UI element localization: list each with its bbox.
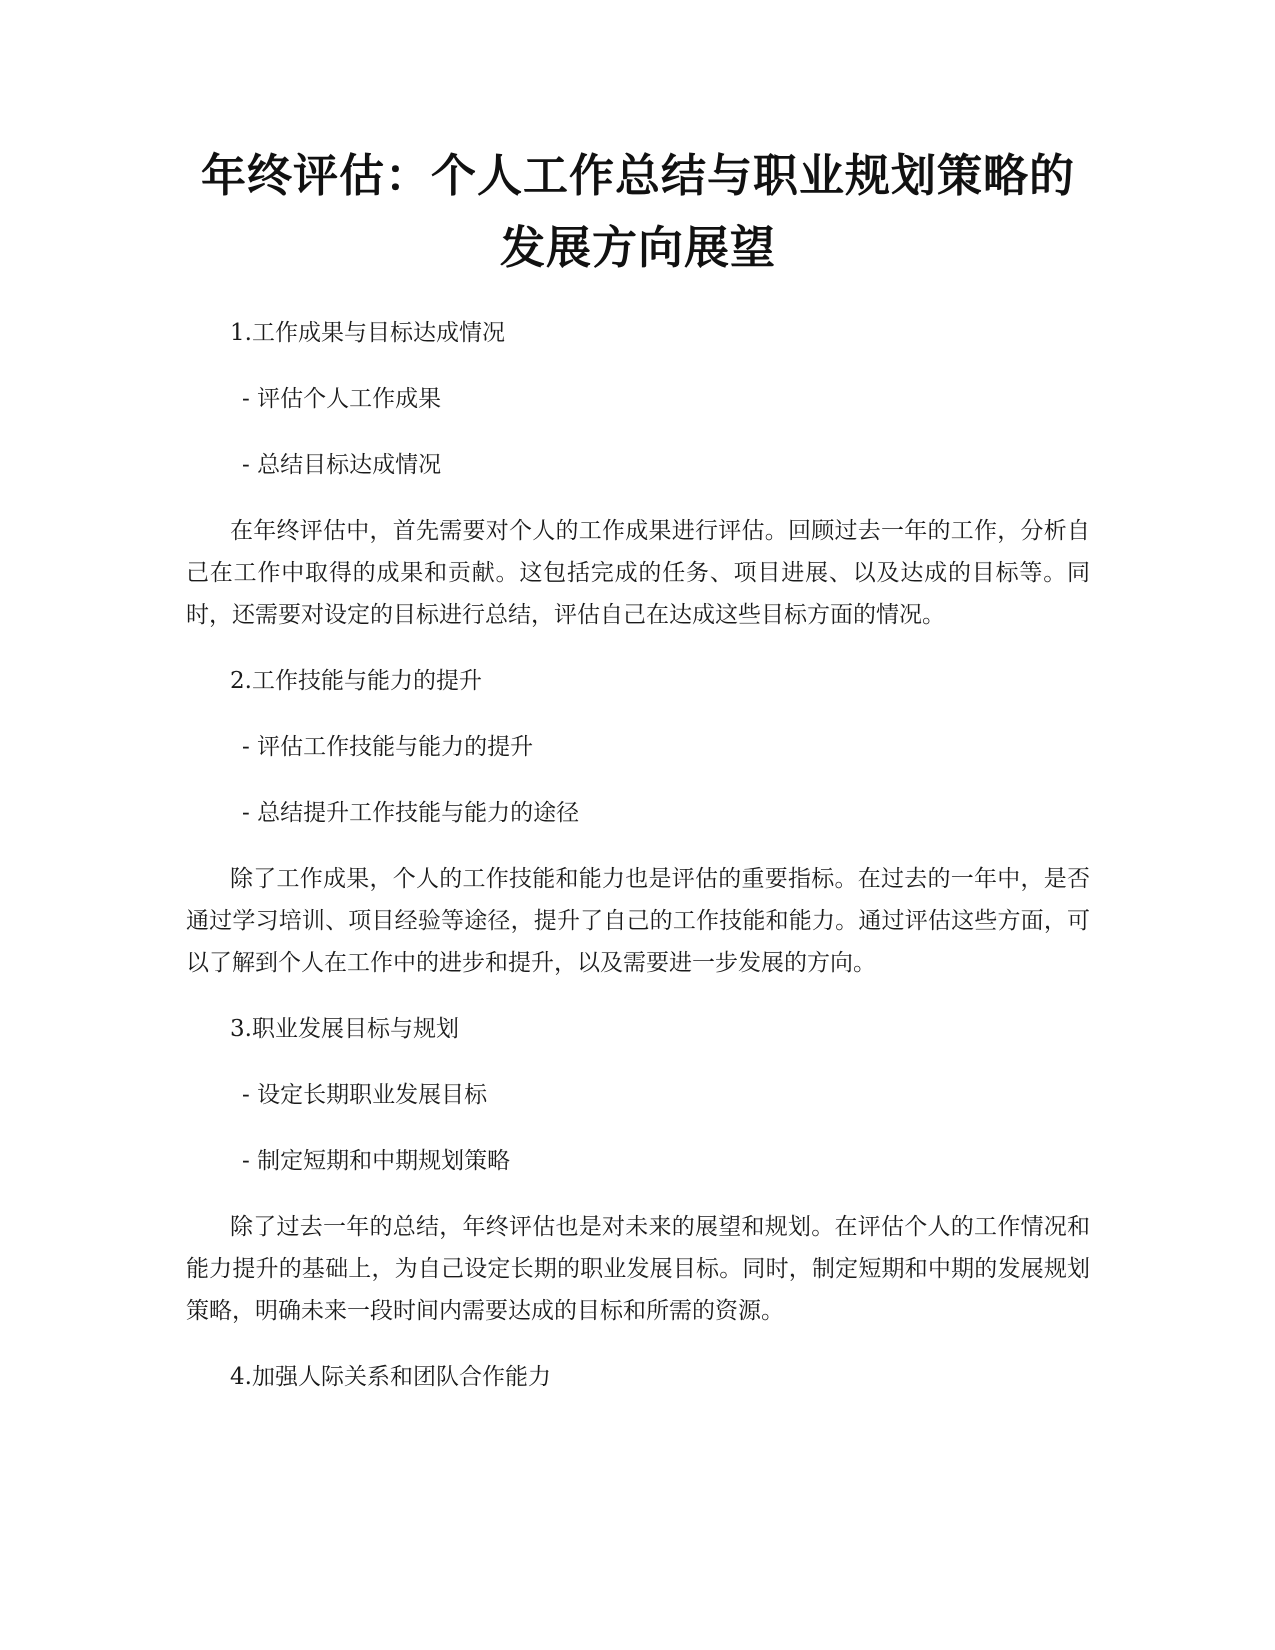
bullet-item: - 评估工作技能与能力的提升	[242, 734, 534, 760]
bullet-item: - 设定长期职业发展目标	[242, 1082, 488, 1108]
section-heading: 2.工作技能与能力的提升	[230, 668, 482, 694]
section-paragraph: 在年终评估中，首先需要对个人的工作成果进行评估。回顾过去一年的工作，分析自己在工作中取得的成果和贡献。这包括完成的任务、项目进展、以及达成的目标等。同时，还需要对设定的目标进行总结，评估自己在达成这些目标方面的情况。	[186, 518, 1090, 628]
bullet-item: - 总结提升工作技能与能力的途径	[242, 800, 580, 826]
document-title	[186, 140, 1090, 284]
bullet-item: - 总结目标达成情况	[242, 452, 442, 478]
title-line-2: 发展方向展望	[499, 221, 776, 274]
section-heading: 4.加强人际关系和团队合作能力	[230, 1364, 551, 1390]
section-paragraph: 除了工作成果，个人的工作技能和能力也是评估的重要指标。在过去的一年中，是否通过学习培训、项目经验等途径，提升了自己的工作技能和能力。通过评估这些方面，可以了解到个人在工作中的进步和提升，以及需要进一步发展的方向。	[186, 866, 1090, 976]
section-heading: 3.职业发展目标与规划	[230, 1016, 459, 1042]
bullet-item: - 制定短期和中期规划策略	[242, 1148, 511, 1174]
section-heading: 1.工作成果与目标达成情况	[230, 320, 505, 346]
bullet-item: - 评估个人工作成果	[242, 386, 442, 412]
document-body	[186, 312, 1090, 1398]
document-page	[186, 140, 1090, 1422]
title-line-1: 年终评估：个人工作总结与职业规划策略的	[200, 149, 1075, 202]
section-paragraph: 除了过去一年的总结，年终评估也是对未来的展望和规划。在评估个人的工作情况和能力提升的基础上，为自己设定长期的职业发展目标。同时，制定短期和中期的发展规划策略，明确未来一段时间内需要达成的目标和所需的资源。	[186, 1214, 1090, 1324]
